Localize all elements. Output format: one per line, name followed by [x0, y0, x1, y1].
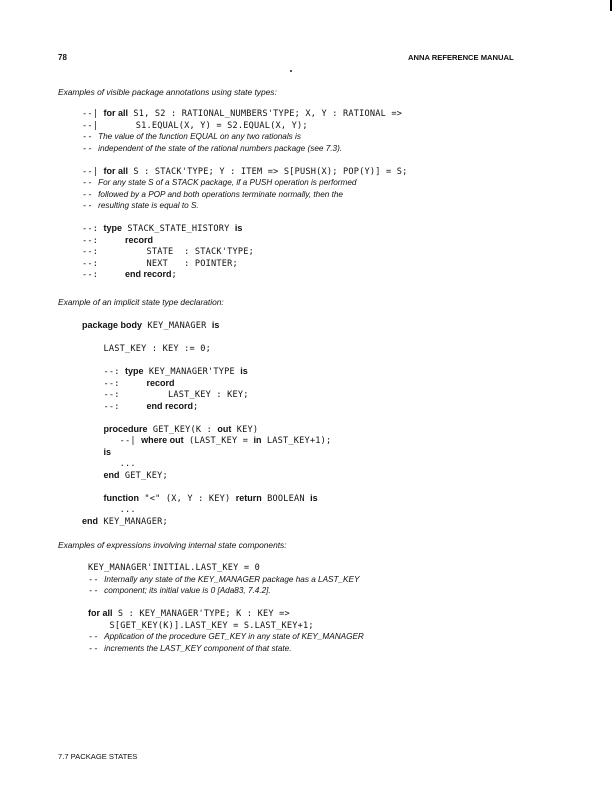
keyword: out	[217, 423, 232, 434]
code-text: --:	[82, 367, 125, 377]
section-caption-internal-state: Examples of expressions involving internal state components:	[58, 540, 287, 550]
code-text: --	[82, 178, 99, 188]
code-text: --	[88, 643, 105, 654]
keyword: type	[125, 366, 144, 376]
code-text: --:	[82, 401, 147, 412]
keyword: for all	[103, 108, 129, 118]
code-text: --: LAST_KEY : KEY;	[82, 390, 249, 400]
code-line	[82, 433, 331, 447]
comment-text: resulting state is equal to S.	[98, 201, 199, 210]
code-text: --	[82, 132, 99, 142]
code-text: --:	[82, 224, 104, 234]
keyword: type	[103, 223, 123, 233]
comment-text: Internally any state of the KEY_MANAGER package has a LAST_KEY	[104, 574, 360, 584]
code-text: S1, S2 : RATIONAL_NUMBERS'TYPE; X, Y : RATIONAL =>	[128, 109, 403, 119]
running-header-title: ANNA REFERENCE MANUAL	[408, 53, 514, 62]
code-text: --| S1.EQUAL(X, Y) = S2.EQUAL(X, Y);	[82, 120, 308, 131]
section-caption-state-types: Examples of visible package annotations using state types:	[58, 87, 277, 97]
keyword: return	[235, 492, 262, 503]
code-text: STACK_STATE_HISTORY	[122, 224, 235, 234]
code-text: --|	[82, 109, 104, 119]
code-text: S[GET_KEY(K)].LAST_KEY = S.LAST_KEY+1;	[88, 620, 314, 631]
code-text	[82, 471, 104, 481]
section-caption-implicit-state: Example of an implicit state type declaration:	[58, 297, 224, 307]
comment-text: component; its initial value is 0 [Ada83, 7.4.2].	[104, 586, 271, 595]
comment-text: Application of the procedure GET_KEY in any state of KEY_MANAGER	[104, 632, 364, 641]
code-text: BOOLEAN	[261, 493, 311, 504]
comment-text: increments the LAST_KEY component of that state.	[104, 643, 292, 653]
code-line	[82, 141, 342, 155]
keyword: record	[146, 377, 175, 388]
keyword: where out	[141, 435, 184, 445]
code-line	[82, 267, 177, 281]
code-text: LAST_KEY : KEY := 0;	[82, 344, 211, 354]
keyword: is	[310, 492, 318, 503]
code-text: --:	[82, 378, 147, 389]
code-line	[82, 514, 168, 528]
comment-text: For any state S of a STACK package, if a PUSH operation is performed	[98, 178, 357, 187]
keyword: end record	[125, 269, 172, 279]
keyword: for all	[88, 608, 113, 618]
code-line	[82, 318, 219, 332]
code-text: "<" (X, Y : KEY)	[139, 493, 236, 504]
code-text: ...	[82, 459, 136, 469]
keyword: is	[211, 320, 220, 330]
keyword: for all	[103, 165, 129, 176]
code-text: S : STACK'TYPE; Y : ITEM => S[PUSH(X); POP(Y)] = S;	[128, 166, 408, 177]
code-text: --	[82, 143, 99, 154]
comment-text: The value of the function EQUAL on any two rationals is	[98, 132, 301, 141]
code-text: S : KEY_MANAGER'TYPE; K : KEY =>	[112, 609, 290, 619]
code-text: ;	[171, 270, 177, 280]
keyword: function	[103, 492, 139, 503]
code-text: KEY_MANAGER'INITIAL.LAST_KEY = 0	[88, 563, 260, 573]
keyword: end	[82, 515, 99, 526]
code-text: --	[88, 632, 105, 642]
running-footer-section: 7.7 PACKAGE STATES	[58, 752, 138, 761]
keyword: is	[240, 366, 248, 376]
code-text: --: STATE : STACK'TYPE;	[82, 247, 254, 257]
keyword: record	[125, 234, 154, 245]
page-number: 78	[58, 53, 67, 62]
keyword: is	[103, 446, 112, 457]
code-line	[82, 341, 211, 355]
comment-text: followed by a POP and both operations terminate normally, then the	[98, 189, 343, 199]
code-text: ;	[193, 401, 199, 412]
code-line	[82, 399, 198, 413]
code-text: KEY)	[231, 424, 259, 435]
code-line	[88, 641, 291, 655]
code-text: --: NEXT : POINTER;	[82, 258, 238, 269]
code-line	[88, 583, 271, 597]
code-text: KEY_MANAGER'TYPE	[143, 367, 241, 377]
keyword: end record	[146, 400, 194, 411]
code-text: --|	[82, 166, 104, 177]
keyword: end	[103, 469, 120, 480]
code-line	[82, 468, 168, 482]
code-text: GET_KEY(K :	[147, 424, 218, 435]
code-text: --|	[82, 436, 142, 446]
code-text: (LAST_KEY =	[183, 436, 254, 446]
keyword: in	[253, 435, 262, 445]
scan-speck	[290, 70, 292, 72]
code-text: KEY_MANAGER;	[98, 516, 168, 527]
code-text: --	[88, 586, 105, 596]
code-text: ...	[82, 505, 136, 515]
code-text: LAST_KEY+1);	[261, 436, 332, 446]
keyword: procedure	[103, 423, 148, 434]
code-text: --:	[82, 235, 125, 246]
code-text: --	[82, 201, 99, 211]
keyword: package body	[82, 320, 143, 330]
comment-text: independent of the state of the rational numbers package (see 7.3).	[98, 143, 343, 153]
code-text: --	[88, 574, 105, 585]
code-text: --:	[82, 270, 125, 280]
code-text: --	[82, 189, 99, 200]
code-line	[82, 198, 199, 212]
code-text: KEY_MANAGER	[142, 321, 212, 331]
code-text: GET_KEY;	[119, 470, 168, 481]
keyword: is	[234, 223, 243, 233]
